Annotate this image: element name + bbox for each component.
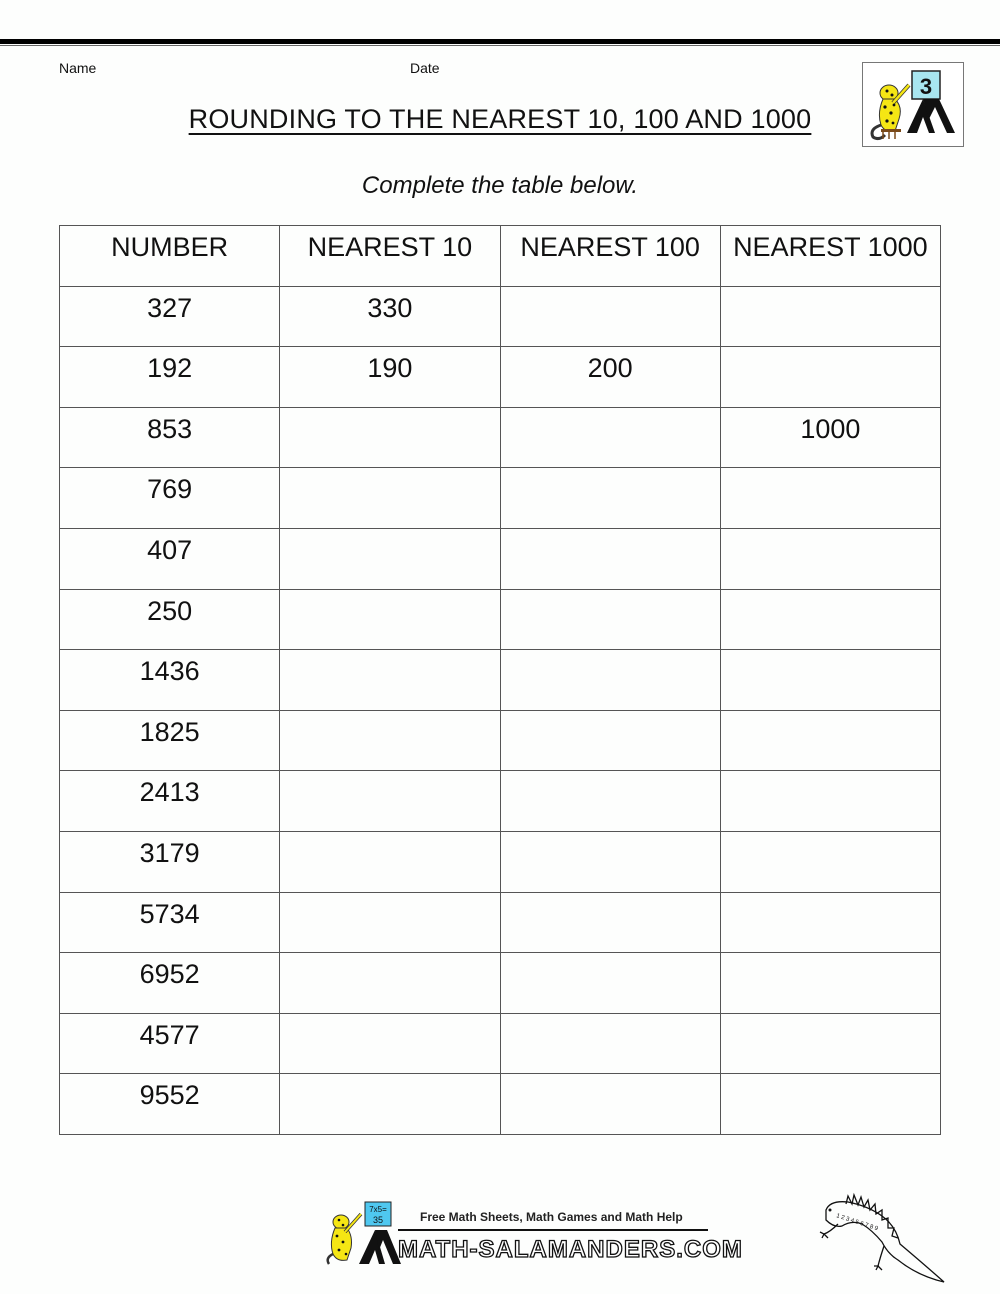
nearest-1000-cell[interactable]: [720, 286, 940, 347]
worksheet-title: ROUNDING TO THE NEAREST 10, 100 AND 1000: [188, 104, 812, 134]
table-header-row: [60, 226, 941, 287]
nearest-10-cell[interactable]: [280, 589, 500, 650]
number-cell: 5734: [60, 892, 280, 953]
salamander-grade-icon: [863, 63, 963, 146]
svg-text:35: 35: [372, 1215, 384, 1225]
salamander-icon: [808, 1180, 948, 1285]
nearest-100-cell[interactable]: [500, 589, 720, 650]
nearest-10-cell[interactable]: [280, 407, 500, 468]
number-cell: 2413: [60, 771, 280, 832]
nearest-10-cell[interactable]: [280, 650, 500, 711]
number-cell: 769: [60, 468, 280, 529]
table-row: [60, 771, 941, 832]
nearest-100-cell[interactable]: 200: [500, 347, 720, 408]
grade-logo: [862, 62, 964, 147]
nearest-100-cell[interactable]: [500, 1074, 720, 1135]
nearest-1000-cell[interactable]: [720, 771, 940, 832]
number-cell: 407: [60, 528, 280, 589]
nearest-10-cell[interactable]: [280, 710, 500, 771]
nearest-1000-cell[interactable]: [720, 831, 940, 892]
number-cell: 1825: [60, 710, 280, 771]
nearest-1000-cell[interactable]: [720, 468, 940, 529]
column-header-nearest-100: NEAREST 100: [500, 226, 720, 287]
number-cell: 853: [60, 407, 280, 468]
number-cell: 250: [60, 589, 280, 650]
nearest-1000-cell[interactable]: [720, 528, 940, 589]
svg-text:1 2 3 4 5 6 7 8 9: 1 2 3 4 5 6 7 8 9: [835, 1213, 879, 1233]
column-header-nearest-10: NEAREST 10: [280, 226, 500, 287]
instructions: Complete the table below.: [361, 172, 639, 199]
nearest-10-cell[interactable]: [280, 771, 500, 832]
name-label: Name: [59, 60, 97, 76]
number-cell: 192: [60, 347, 280, 408]
table-row: [60, 347, 941, 408]
nearest-100-cell[interactable]: [500, 528, 720, 589]
nearest-1000-cell[interactable]: [720, 710, 940, 771]
svg-text:7x5=: 7x5=: [369, 1205, 387, 1214]
footer-tagline: Free Math Sheets, Math Games and Math Help: [420, 1210, 683, 1224]
nearest-10-cell[interactable]: [280, 892, 500, 953]
nearest-1000-cell[interactable]: 1000: [720, 407, 940, 468]
date-label: Date: [410, 60, 440, 76]
nearest-100-cell[interactable]: [500, 953, 720, 1014]
nearest-100-cell[interactable]: [500, 286, 720, 347]
nearest-100-cell[interactable]: [500, 892, 720, 953]
nearest-1000-cell[interactable]: [720, 589, 940, 650]
table-row: [60, 407, 941, 468]
table-row: [60, 892, 941, 953]
number-cell: 3179: [60, 831, 280, 892]
header-rule-thick: [0, 39, 1000, 44]
nearest-1000-cell[interactable]: [720, 347, 940, 408]
nearest-10-cell[interactable]: [280, 528, 500, 589]
table-row: [60, 468, 941, 529]
nearest-1000-cell[interactable]: [720, 1013, 940, 1074]
column-header-nearest-1000: NEAREST 1000: [720, 226, 940, 287]
salamander-illustration: [808, 1180, 948, 1285]
nearest-100-cell[interactable]: [500, 650, 720, 711]
nearest-100-cell[interactable]: [500, 468, 720, 529]
table-row: [60, 831, 941, 892]
table-row: [60, 589, 941, 650]
nearest-10-cell[interactable]: 330: [280, 286, 500, 347]
grade-number: 3: [919, 74, 933, 99]
number-cell: 4577: [60, 1013, 280, 1074]
nearest-100-cell[interactable]: [500, 710, 720, 771]
nearest-10-cell[interactable]: [280, 953, 500, 1014]
table-row: [60, 1074, 941, 1135]
number-cell: 327: [60, 286, 280, 347]
nearest-10-cell[interactable]: [280, 1074, 500, 1135]
footer-divider: [398, 1229, 708, 1231]
number-cell: 9552: [60, 1074, 280, 1135]
header-rule-thin: [0, 45, 1000, 46]
footer-site-name: MATH-SALAMANDERS.COM: [398, 1236, 743, 1263]
nearest-1000-cell[interactable]: [720, 650, 940, 711]
salamander-board-icon: [325, 1200, 405, 1268]
nearest-10-cell[interactable]: [280, 831, 500, 892]
nearest-10-cell[interactable]: [280, 1013, 500, 1074]
nearest-100-cell[interactable]: [500, 1013, 720, 1074]
column-header-number: NUMBER: [60, 226, 280, 287]
table-row: [60, 286, 941, 347]
number-cell: 6952: [60, 953, 280, 1014]
nearest-10-cell[interactable]: 190: [280, 347, 500, 408]
nearest-100-cell[interactable]: [500, 771, 720, 832]
nearest-10-cell[interactable]: [280, 468, 500, 529]
nearest-100-cell[interactable]: [500, 831, 720, 892]
nearest-100-cell[interactable]: [500, 407, 720, 468]
table-row: [60, 650, 941, 711]
nearest-1000-cell[interactable]: [720, 892, 940, 953]
table-row: [60, 528, 941, 589]
number-cell: 1436: [60, 650, 280, 711]
table-row: [60, 953, 941, 1014]
nearest-1000-cell[interactable]: [720, 1074, 940, 1135]
table-row: [60, 1013, 941, 1074]
table-row: [60, 710, 941, 771]
rounding-table: [59, 225, 941, 1135]
nearest-1000-cell[interactable]: [720, 953, 940, 1014]
